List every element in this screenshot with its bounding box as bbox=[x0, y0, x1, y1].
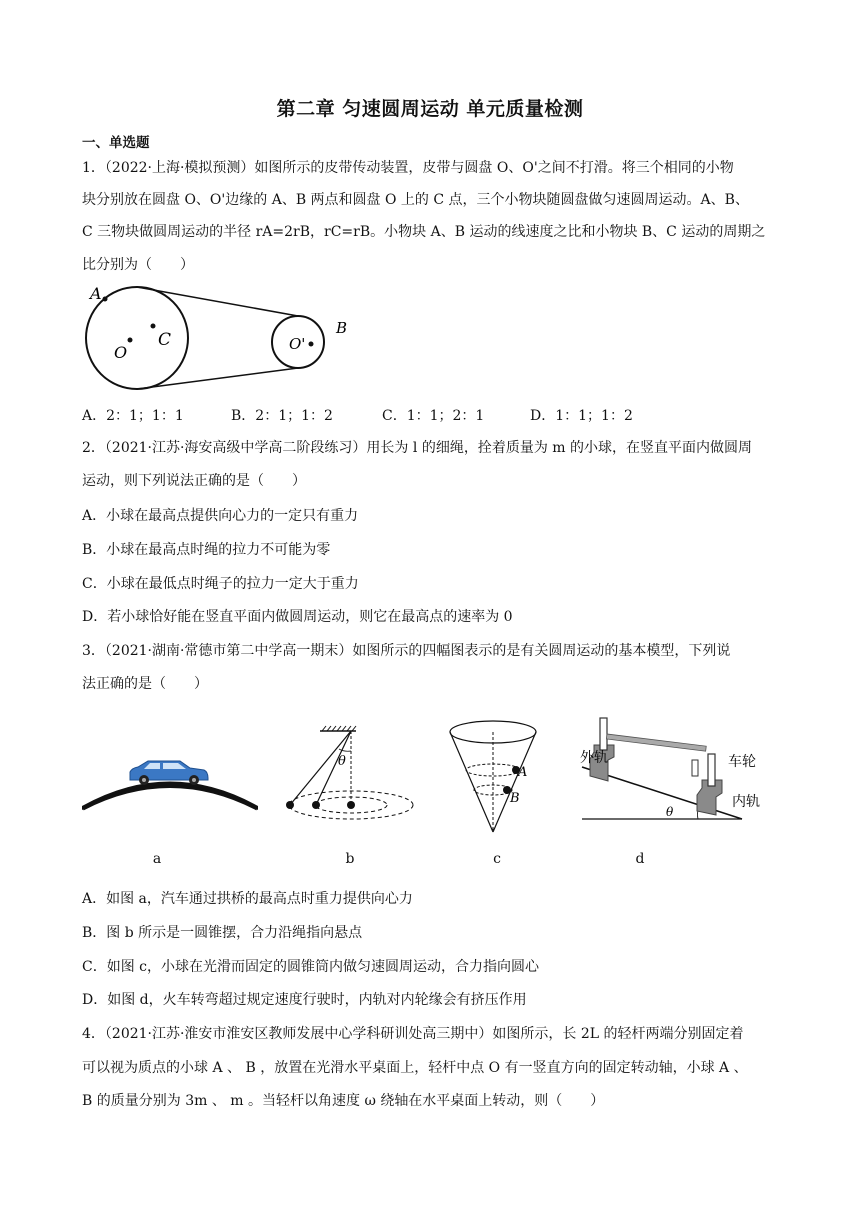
q3-c-label-b: B bbox=[510, 791, 520, 806]
q1-label-b: B bbox=[336, 319, 348, 337]
q3-caption-b: b bbox=[345, 851, 355, 867]
q3-caption-d: d bbox=[635, 851, 645, 867]
page-title: 第二章 匀速圆周运动 单元质量检测 bbox=[276, 98, 584, 120]
q3-option-a: A．如图 a，汽车通过拱桥的最高点时重力提供向心力 bbox=[82, 891, 413, 907]
q3-figure-c-cone bbox=[446, 718, 546, 836]
q1-belt-figure bbox=[80, 285, 350, 395]
q1-label-c: C bbox=[158, 330, 172, 350]
q1-label-o: O bbox=[114, 343, 128, 362]
q2-option-a: A．小球在最高点提供向心力的一定只有重力 bbox=[82, 508, 359, 524]
q3-caption-a: a bbox=[152, 851, 162, 867]
q3-d-theta-label: θ bbox=[666, 805, 674, 819]
q3-option-d: D．如图 d，火车转弯超过规定速度行驶时，内轨对内轮缘会有挤压作用 bbox=[82, 992, 527, 1008]
q1-option-d: D．1：1；1：2 bbox=[530, 408, 633, 424]
q1-line-2: 块分别放在圆盘 O、O'边缘的 A、B 两点和圆盘 O 上的 C 点，三个小物块随圆盘做匀速圆周运动。A、B、 bbox=[82, 192, 749, 208]
q2-line-2: 运动，则下列说法正确的是（ ） bbox=[82, 473, 306, 489]
q2-option-b: B．小球在最高点时绳的拉力不可能为零 bbox=[82, 542, 331, 558]
q3-d-wheel-label: 车轮 bbox=[728, 754, 756, 770]
q4-line-3: B 的质量分别为 3m 、 m 。当轻杆以角速度 ω 绕轴在水平桌面上转动，则（ ） bbox=[82, 1093, 605, 1109]
section-heading: 一、单选题 bbox=[82, 135, 150, 151]
q1-line-3: C 三物块做圆周运动的半径 rA=2rB，rC=rB。小物块 A、B 运动的线速度之比和小物块 B、C 运动的周期之 bbox=[82, 224, 766, 240]
q3-caption-c: c bbox=[493, 851, 501, 867]
q4-line-2: 可以视为质点的小球 A 、 B ，放置在光滑水平桌面上，轻杆中点 O 有一竖直方向的固定转动轴，小球 A 、 bbox=[82, 1060, 748, 1076]
q1-option-b: B．2：1；1：2 bbox=[231, 408, 333, 424]
q3-option-c: C．如图 c，小球在光滑而固定的圆锥筒内做匀速圆周运动，合力指向圆心 bbox=[82, 959, 540, 975]
q3-d-inner-rail-label: 内轨 bbox=[732, 794, 760, 810]
q2-option-d: D．若小球恰好能在竖直平面内做圆周运动，则它在最高点的速率为 0 bbox=[82, 609, 513, 625]
q1-line-4: 比分别为（ ） bbox=[82, 257, 194, 273]
q2-line-1: 2．（2021·江苏·海安高级中学高二阶段练习）用长为 l 的细绳，拴着质量为 m 的小球，在竖直平面内做圆周 bbox=[82, 440, 752, 456]
q4-line-1: 4．（2021·江苏·淮安市淮安区教师发展中心学科研训处高三期中）如图所示，长 2L 的轻杆两端分别固定着 bbox=[82, 1026, 744, 1042]
q3-option-b: B．图 b 所示是一圆锥摆，合力沿绳指向悬点 bbox=[82, 925, 363, 941]
q3-figure-b-conical-pendulum bbox=[280, 725, 420, 825]
q1-option-c: C．1：1；2：1 bbox=[382, 408, 485, 424]
q3-figure-d-banked-track bbox=[580, 712, 770, 824]
q1-label-o-prime: O' bbox=[289, 335, 306, 353]
q1-option-a: A．2：1；1：1 bbox=[82, 408, 184, 424]
q3-line-1: 3．（2021·湖南·常德市第二中学高一期末）如图所示的四幅图表示的是有关圆周运动的基本模型，下列说 bbox=[82, 643, 731, 659]
q1-label-a: A bbox=[90, 285, 102, 303]
q3-b-theta-label: θ bbox=[338, 754, 346, 769]
q3-figure-a-car-bridge bbox=[80, 750, 260, 820]
q3-line-2: 法正确的是（ ） bbox=[82, 676, 208, 692]
q3-d-outer-rail-label: 外轨 bbox=[580, 750, 608, 766]
q3-c-label-a: A bbox=[518, 765, 528, 780]
q1-line-1: 1．（2022·上海·模拟预测）如图所示的皮带传动装置，皮带与圆盘 O、O'之间不打滑。将三个相同的小物 bbox=[82, 160, 734, 176]
q2-option-c: C．小球在最低点时绳子的拉力一定大于重力 bbox=[82, 576, 359, 592]
